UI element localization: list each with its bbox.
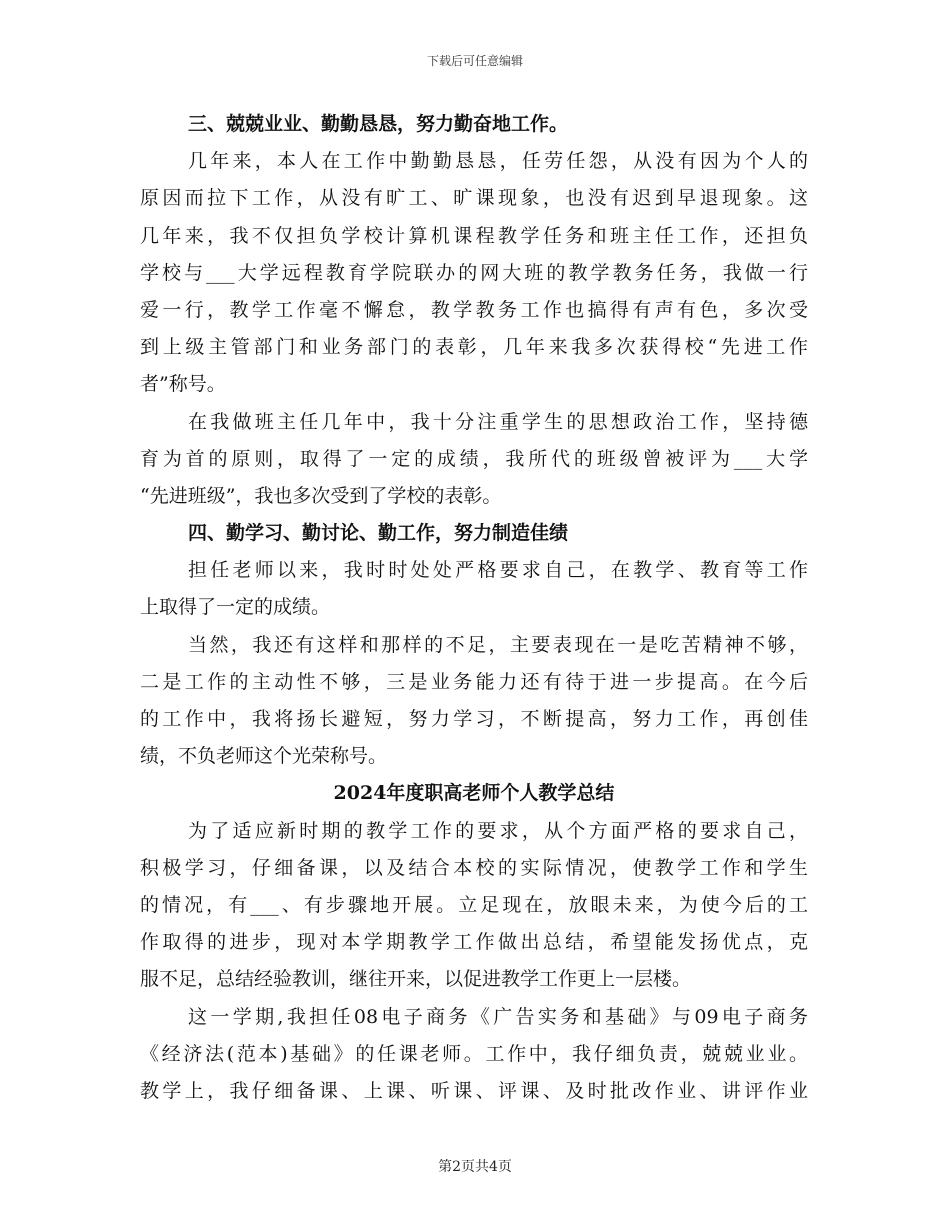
page-footer: 第2页共4页 [438, 1159, 512, 1175]
section-heading: 三、兢兢业业、勤勤恳恳，努力勤奋地工作。 [188, 113, 569, 135]
paragraph-line: 者”称号。 [140, 373, 226, 396]
paragraph-line: 上取得了一定的成绩。 [140, 596, 331, 619]
page-header: 下载后可任意编辑 [426, 54, 523, 68]
paragraph-line: 学校与___大学远程教育学院联办的网大班的教学教务任务，我做一行 [140, 261, 808, 284]
paragraph-line: 当然，我还有这样和那样的不足，主要表现在一是吃苦精神不够， [188, 633, 808, 656]
paragraph-line: 这一学期,我担任08电子商务《广告实务和基础》与09电子商务 [188, 1005, 808, 1028]
paragraph-line: 《经济法(范本)基础》的任课老师。工作中，我仔细负责，兢兢业业。 [140, 1042, 808, 1065]
paragraph-line: 几年来，本人在工作中勤勤恳恳，任劳任怨，从没有因为个人的 [188, 150, 808, 173]
paragraph-line: 育为首的原则，取得了一定的成绩，我所代的班级曾被评为___大学 [140, 447, 808, 470]
paragraph-line: 作取得的进步，现对本学期教学工作做出总结，希望能发扬优点，克 [140, 931, 808, 954]
paragraph-line: 原因而拉下工作，从没有旷工、旷课现象，也没有迟到早退现象。这 [140, 187, 808, 210]
paragraph-line: “先进班级”，我也多次受到了学校的表彰。 [140, 484, 502, 507]
paragraph-line: 绩，不负老师这个光荣称号。 [140, 745, 388, 768]
paragraph-line: 二是工作的主动性不够，三是业务能力还有待于进一步提高。在今后 [140, 670, 808, 693]
paragraph-line: 爱一行，教学工作毫不懈怠，教学教务工作也搞得有声有色，多次受 [140, 298, 808, 321]
paragraph-line: 在我做班主任几年中，我十分注重学生的思想政治工作，坚持德 [188, 410, 808, 433]
document-title: 2024年度职高老师个人教学总结 [333, 782, 615, 805]
section-heading: 四、勤学习、勤讨论、勤工作，努力制造佳绩 [188, 522, 569, 545]
paragraph-line: 教学上，我仔细备课、上课、听课、评课、及时批改作业、讲评作业 [140, 1079, 808, 1102]
paragraph-line: 到上级主管部门和业务部门的表彰，几年来我多次获得校“先进工作 [140, 336, 808, 359]
paragraph-line: 的工作中，我将扬长避短，努力学习，不断提高，努力工作，再创佳 [140, 708, 808, 730]
paragraph-line: 积极学习，仔细备课，以及结合本校的实际情况，使教学工作和学生 [140, 856, 808, 879]
paragraph-line: 担任老师以来，我时时处处严格要求自己，在教学、教育等工作 [188, 559, 808, 582]
paragraph-line: 的情况，有___、有步骤地开展。立足现在，放眼未来，为使今后的工 [140, 893, 808, 916]
paragraph-line: 为了适应新时期的教学工作的要求，从个方面严格的要求自己， [188, 819, 808, 842]
paragraph-line: 服不足，总结经验教训，继往开来，以促进教学工作更上一层楼。 [140, 968, 692, 991]
document-body [140, 106, 808, 1110]
paragraph-line: 几年来，我不仅担负学校计算机课程教学任务和班主任工作，还担负 [140, 224, 808, 247]
